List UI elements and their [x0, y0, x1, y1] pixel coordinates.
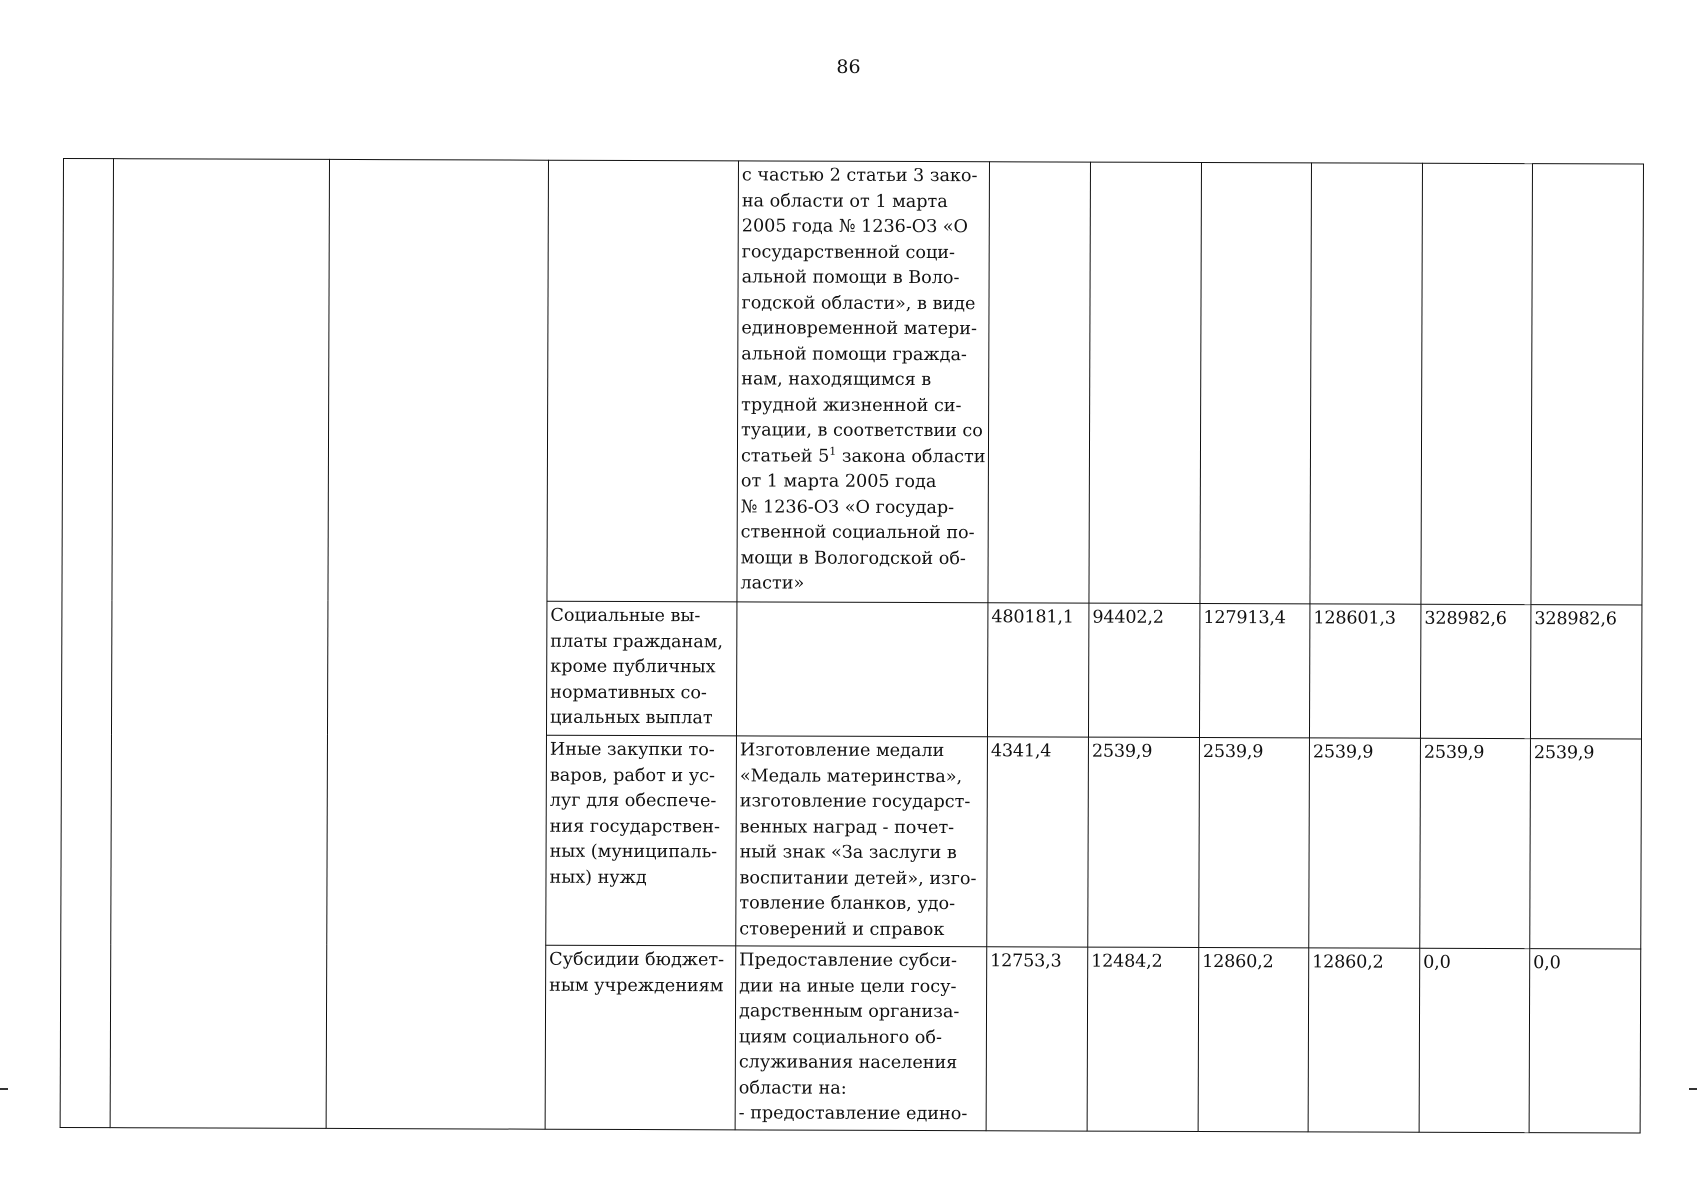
- expense-type-line: луг для обеспече-: [549, 790, 717, 812]
- cell-value: 128601,3: [1309, 604, 1420, 738]
- description-line: Изготовление медали: [739, 740, 945, 762]
- expense-type-line: ным учреждениям: [549, 975, 724, 996]
- description-line: с частью 2 статьи 3 зако-: [741, 165, 978, 187]
- description-line: нам, находящимся в: [741, 369, 932, 391]
- description-line: альной помощи гражда-: [741, 343, 967, 365]
- cell-value: [988, 162, 1091, 603]
- cell-expense-type: [547, 160, 739, 602]
- cell-value: [1089, 162, 1202, 603]
- description-line: дии на иные цели госу-: [739, 975, 957, 997]
- description-line: ственной социальной по-: [740, 522, 975, 544]
- cell-value: [1310, 163, 1423, 604]
- cell-expense-type: [545, 945, 736, 1130]
- expense-type-line: варов, работ и ус-: [549, 765, 715, 786]
- cell-value: 0,0: [1529, 949, 1641, 1133]
- description-line: мощи в Вологодской об-: [740, 547, 966, 569]
- expense-type-line: ния государствен-: [549, 816, 721, 837]
- cell-description: [736, 602, 987, 737]
- cell-value: [1200, 162, 1312, 603]
- description-line: годской области», в виде: [741, 292, 976, 314]
- expense-type-line: Субсидии бюджет-: [549, 949, 725, 971]
- description-text: закона области: [836, 446, 986, 467]
- cell-number: [60, 159, 113, 1128]
- description-line: дарственным организа-: [738, 1001, 960, 1023]
- description-line: Предоставление субси-: [739, 950, 958, 972]
- expense-type-line: платы гражданам,: [550, 631, 724, 652]
- description-line: изготовление государст-: [739, 791, 971, 813]
- expense-type-line: циальных выплат: [550, 707, 713, 729]
- expense-type-line: Социальные вы-: [550, 605, 701, 627]
- description-line: стоверений и справок: [739, 918, 945, 940]
- description-line: «Медаль материнства»,: [739, 765, 963, 787]
- superscript: 1: [829, 444, 837, 458]
- description-line: 2005 года № 1236-ОЗ «О: [741, 216, 969, 238]
- description-line: альной помощи в Воло-: [741, 267, 960, 289]
- cell-value: [1421, 163, 1533, 604]
- cell-value: 0,0: [1419, 948, 1530, 1132]
- description-text: статьей 5: [740, 445, 830, 467]
- description-line-with-superscript: [741, 444, 985, 470]
- budget-table: [60, 158, 1644, 1134]
- cell-value: 12860,2: [1308, 948, 1420, 1132]
- cell-value: 2539,9: [1309, 738, 1421, 948]
- description-line: товление бланков, удо-: [739, 893, 956, 915]
- cell-value: 2539,9: [1530, 739, 1642, 949]
- cell-value: 2539,9: [1199, 737, 1310, 947]
- cell-value: 2539,9: [1420, 738, 1531, 948]
- description-line: ный знак «За заслуги в: [739, 842, 957, 864]
- cell-description: [735, 946, 987, 1131]
- description-line: служивания населения: [738, 1052, 958, 1074]
- description-line: туации, в соответствии со: [741, 420, 983, 442]
- description-line: циям социального об-: [738, 1026, 942, 1048]
- expense-type-line: кроме публичных: [550, 656, 716, 678]
- cell-value: 4341,4: [987, 737, 1089, 947]
- cell-program: [110, 159, 329, 1129]
- description-line: области на:: [738, 1077, 847, 1099]
- cell-value: 480181,1: [987, 603, 1088, 737]
- expense-type-line: Иные закупки то-: [549, 739, 715, 761]
- description-line: ласти»: [740, 573, 805, 594]
- cell-value: 12860,2: [1198, 947, 1309, 1131]
- description-line: трудной жизненной си-: [741, 394, 962, 416]
- cell-description: [737, 161, 990, 603]
- expense-type-line: нормативных со-: [550, 682, 707, 703]
- cell-description: [736, 736, 988, 947]
- page-number: 86: [836, 56, 861, 78]
- right-margin-mark: [1689, 1088, 1697, 1090]
- cell-value: [1531, 164, 1644, 605]
- left-margin-mark: [0, 1088, 8, 1090]
- table-row: [62, 159, 1644, 606]
- cell-value: 328982,6: [1530, 605, 1641, 739]
- description-line: от 1 марта 2005 года: [740, 471, 937, 493]
- description-line: на области от 1 марта: [741, 190, 948, 212]
- cell-value: 94402,2: [1088, 603, 1199, 737]
- cell-value: 127913,4: [1199, 603, 1309, 737]
- description-line: № 1236-ОЗ «О государ-: [740, 496, 955, 518]
- description-line: - предоставление едино-: [738, 1103, 968, 1125]
- description-line: единовременной матери-: [741, 318, 978, 340]
- description-line: воспитании детей», изго-: [739, 867, 977, 889]
- cell-value: 12484,2: [1087, 947, 1199, 1131]
- cell-value: 12753,3: [986, 947, 1088, 1131]
- expense-type-line: ных (муниципаль-: [549, 841, 718, 863]
- description-line: венных наград - почет-: [739, 816, 955, 838]
- cell-measure: [326, 159, 548, 1129]
- cell-value: 328982,6: [1420, 604, 1530, 738]
- cell-expense-type: [546, 601, 736, 736]
- cell-value: 2539,9: [1088, 737, 1200, 947]
- cell-expense-type: [546, 735, 737, 946]
- expense-type-line: ных) нужд: [549, 867, 647, 888]
- description-line: государственной соци-: [741, 241, 956, 263]
